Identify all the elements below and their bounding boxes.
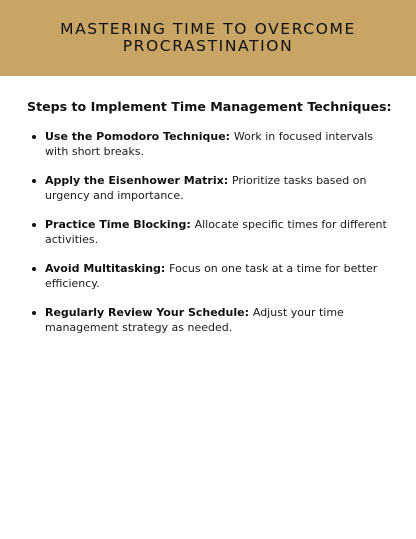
list-item [27, 129, 397, 159]
step-description: Adjust your time management strategy as needed. [45, 306, 344, 334]
step-description: Work in focused intervals with short breaks. [45, 130, 374, 158]
steps-section [27, 99, 397, 349]
bullet-icon [32, 135, 36, 139]
step-term: Regularly Review Your Schedule: [45, 306, 253, 319]
step-description: Prioritize tasks based on urgency and importance. [45, 174, 367, 202]
list-item [27, 217, 397, 247]
steps-list [27, 129, 397, 335]
list-item [27, 261, 397, 291]
step-term: Apply the Eisenhower Matrix: [45, 174, 232, 187]
page-title [60, 21, 356, 55]
step-term: Use the Pomodoro Technique: [45, 130, 234, 143]
step-description: Focus on one task at a time for better efficiency. [45, 262, 378, 290]
list-item [27, 173, 397, 203]
bullet-icon [32, 267, 36, 271]
bullet-icon [32, 179, 36, 183]
list-item [27, 305, 397, 335]
bullet-icon [32, 223, 36, 227]
bullet-icon [32, 311, 36, 315]
step-term: Practice Time Blocking: [45, 218, 195, 231]
page-title-line-2: PROCRASTINATION [122, 37, 294, 55]
section-heading: Steps to Implement Time Management Techniques: [27, 99, 392, 114]
page-title-line-1: MASTERING TIME TO OVERCOME [60, 20, 356, 38]
step-term: Avoid Multitasking: [45, 262, 170, 275]
header-band [0, 0, 416, 76]
step-description: Allocate specific times for different activities. [45, 218, 387, 246]
